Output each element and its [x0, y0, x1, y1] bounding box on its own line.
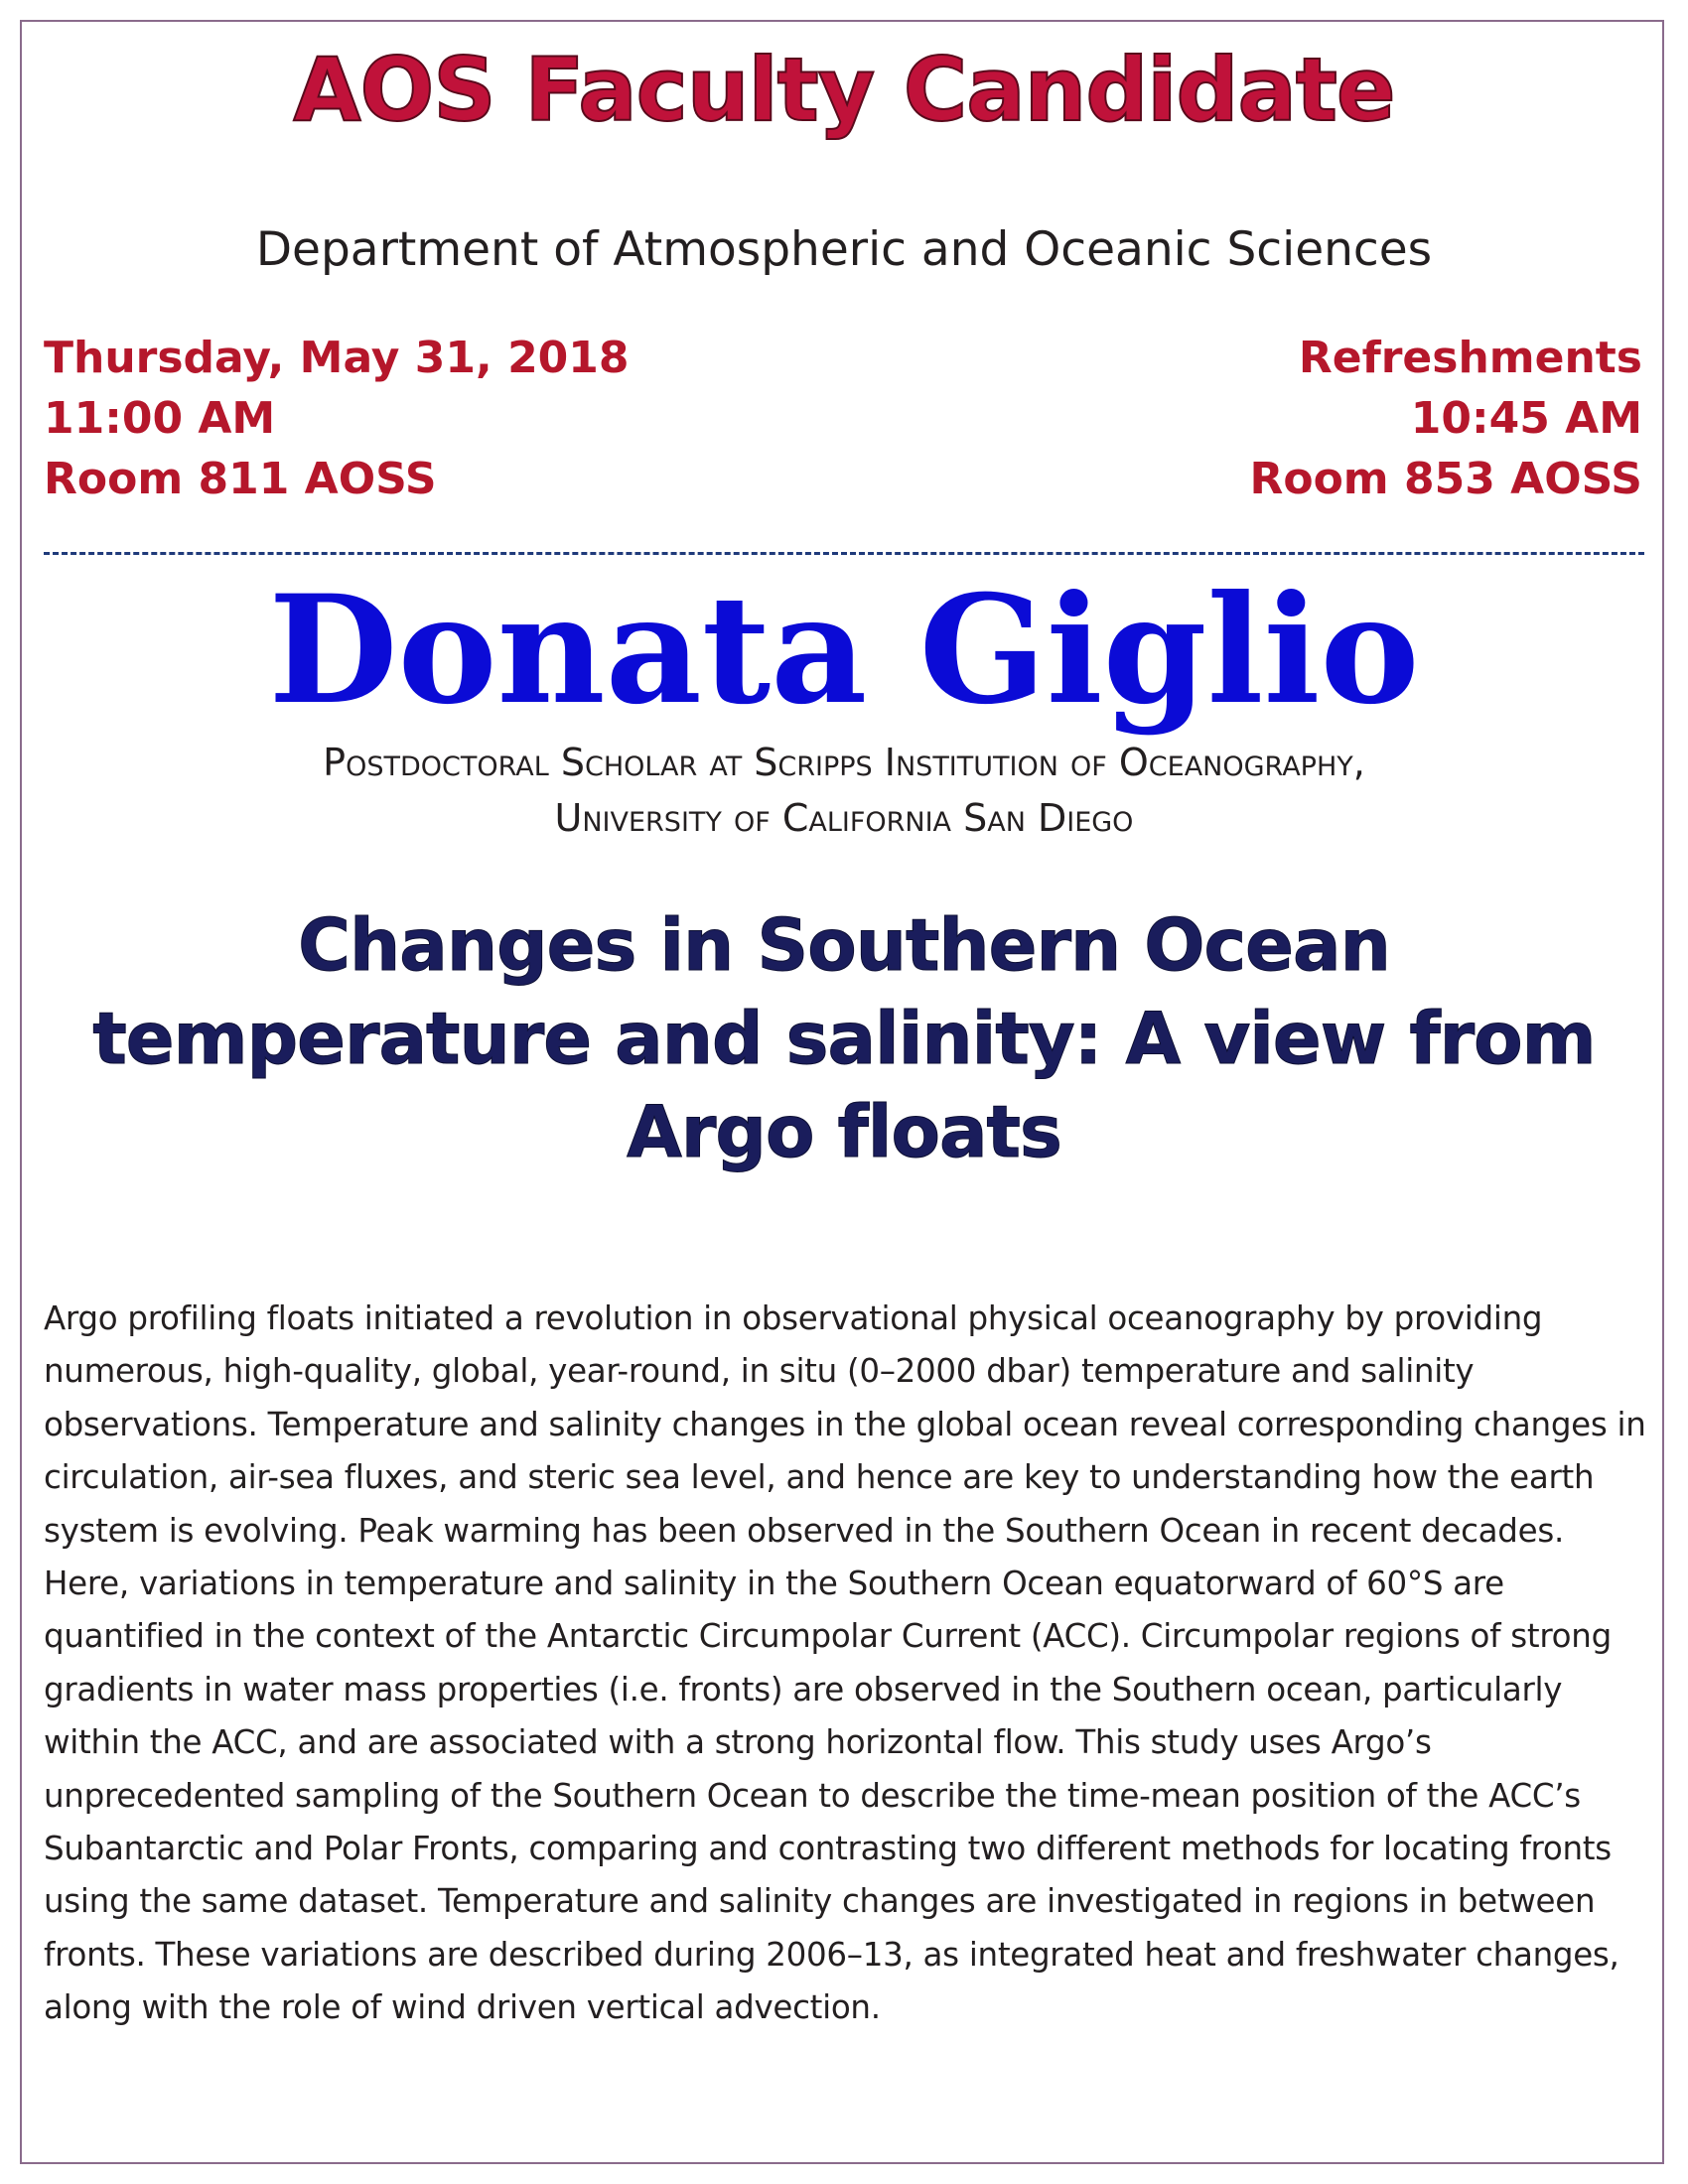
refreshments-time: 10:45 AM	[1410, 393, 1642, 444]
lecture-room: Room 811 AOSS	[44, 454, 437, 504]
lecture-details	[44, 328, 630, 509]
speaker-affiliation	[0, 735, 1688, 846]
speaker-name: Donata Giglio	[268, 563, 1420, 738]
dashed-divider	[44, 552, 1644, 555]
lecture-date: Thursday, May 31, 2018	[44, 333, 630, 383]
affiliation-line-2: University of California San Diego	[554, 796, 1134, 840]
banner-title: AOS Faculty Candidate	[293, 39, 1395, 141]
lecture-time: 11:00 AM	[44, 393, 276, 444]
refreshments-label: Refreshments	[1298, 333, 1642, 383]
talk-title: Changes in Southern Ocean temperature and salinity: A view from Argo floats	[92, 903, 1596, 1173]
department-name: Department of Atmospheric and Oceanic Sciences	[255, 222, 1433, 277]
talk-abstract: Argo profiling floats initiated a revolution in observational physical oceanography by providing numerous, high-quality, global, year-round, in situ (0–2000 dbar) temperature and salinity observations. Temperature and salinity changes in the global ocean reveal corresponding changes in circulation, air-sea fluxes, and steric sea level, and hence are key to understanding how the earth system is evolving. Peak warming has been observed in the Southern Ocean in recent decades. Here, variations in temperature and salinity in the Southern Ocean equatorward of 60°S are quantified in the context of the Antarctic Circumpolar Current (ACC). Circumpolar regions of strong gradients in water mass properties (i.e. fronts) are observed in the Southern ocean, particularly within the ACC, and are associated with a strong horizontal flow. This study uses Argo’s unprecedented sampling of the Southern Ocean to describe the time-mean position of the ACC’s Subantarctic and Polar Fronts, comparing and contrasting two different methods for locating fronts using the same dataset. Temperature and salinity changes are investigated in regions in between fronts. These variations are described during 2006–13, as integrated heat and freshwater changes, along with the role of wind driven vertical advection.	[44, 1299, 1646, 2027]
refreshments-room: Room 853 AOSS	[1249, 454, 1642, 504]
refreshments-details	[1249, 328, 1642, 509]
affiliation-line-1: Postdoctoral Scholar at Scripps Institution of Oceanography,	[323, 741, 1365, 784]
